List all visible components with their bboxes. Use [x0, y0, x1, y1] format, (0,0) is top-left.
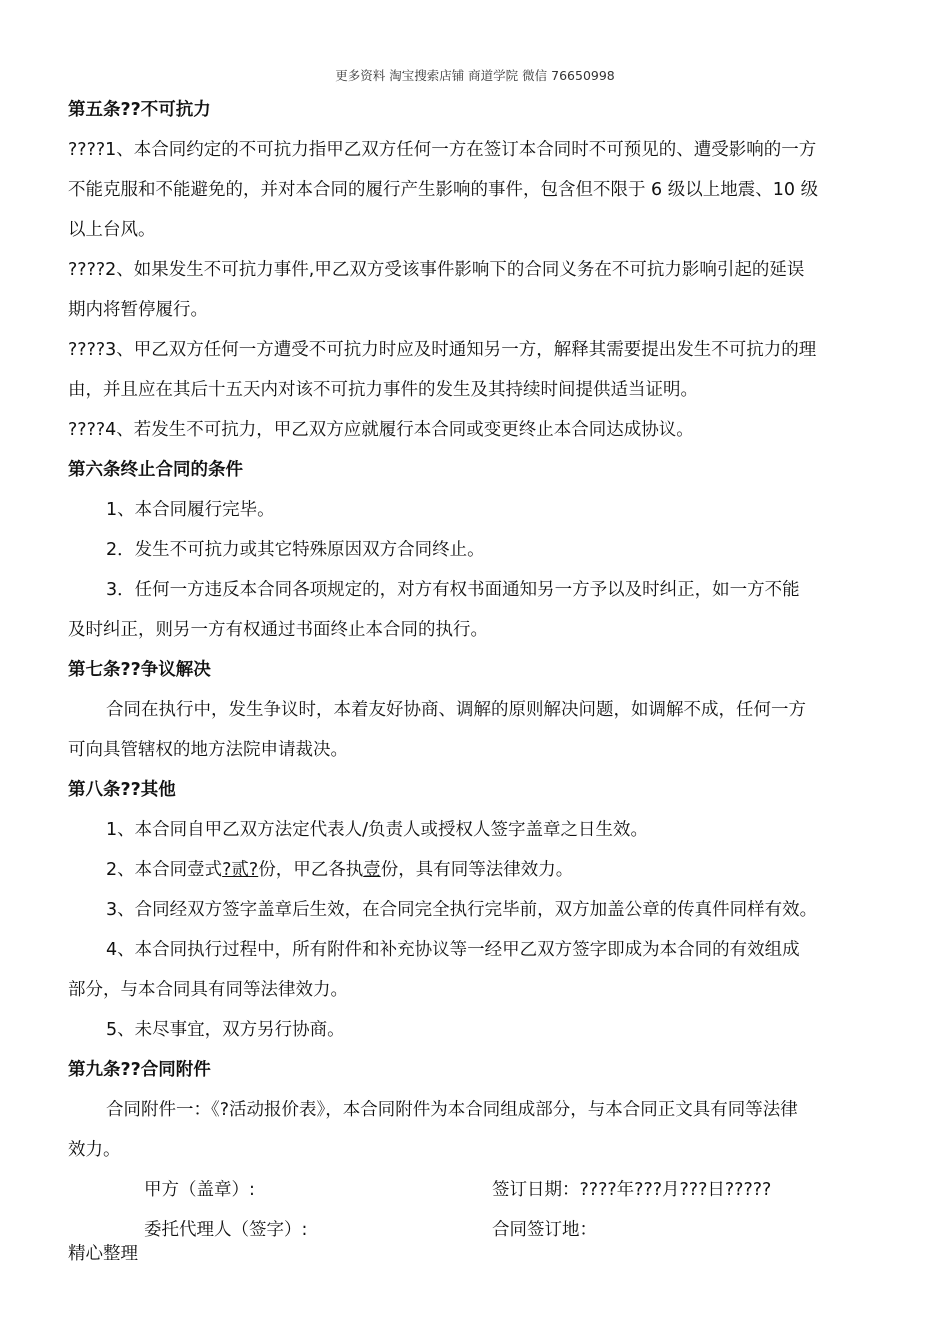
article-5-line: 不能克服和不能避免的，并对本合同的履行产生影响的事件，包含但不限于 6 级以上地震、10 级 — [68, 180, 819, 200]
sign-place-label: 合同签订地： — [492, 1220, 597, 1240]
article-5-line: 期内将暂停履行。 — [68, 300, 208, 320]
article-9-text-cont: 效力。 — [68, 1140, 121, 1160]
article-6-item-1: 1、本合同履行完毕。 — [106, 500, 275, 520]
article-8-item-2 — [68, 850, 884, 890]
signature-row-2 — [68, 1210, 884, 1250]
article-9-text: 合同附件一：《?活动报价表》，本合同附件为本合同组成部分，与本合同正文具有同等法律 — [106, 1100, 798, 1120]
article-5-line: 由，并且应在其后十五天内对该不可抗力事件的发生及其持续时间提供适当证明。 — [68, 380, 698, 400]
article-6-title: 第六条终止合同的条件 — [68, 460, 243, 480]
article-5-line: ????4、若发生不可抗力，甲乙双方应就履行本合同或变更终止本合同达成协议。 — [68, 420, 694, 440]
article-7-title: 第七条??争议解决 — [68, 660, 211, 680]
article-8-item-4: 4、本合同执行过程中，所有附件和补充协议等一经甲乙双方签字即成为本合同的有效组成 — [106, 940, 800, 960]
article-6-item-2: 2．发生不可抗力或其它特殊原因双方合同终止。 — [106, 540, 485, 560]
footer-note: 精心整理 — [68, 1244, 138, 1264]
article-8-item-3: 3、合同经双方签字盖章后生效，在合同完全执行完毕前，双方加盖公章的传真件同样有效。 — [106, 900, 818, 920]
article-7-text-cont: 可向具管辖权的地方法院申请裁决。 — [68, 740, 348, 760]
copies-mid: 份，甲乙各执 — [258, 860, 364, 880]
agent-signature-label: 委托代理人（签字）: — [144, 1220, 308, 1240]
article-7-text: 合同在执行中，发生争议时，本着友好协商、调解的原则解决问题，如调解不成，任何一方 — [106, 700, 806, 720]
sign-date-label: 签订日期：????年???月???日????? — [492, 1180, 772, 1200]
contract-body — [68, 90, 884, 1250]
article-6-item-3: 3．任何一方违反本合同各项规定的，对方有权书面通知另一方予以及时纠正，如一方不能 — [106, 580, 800, 600]
copies-each: 壹 — [363, 860, 381, 880]
header-note: 更多资料 淘宝搜索店铺 商道学院 微信 76650998 — [335, 68, 615, 83]
party-a-seal-label: 甲方（盖章）: — [144, 1180, 255, 1200]
article-6-item-3-cont: 及时纠正，则另一方有权通过书面终止本合同的执行。 — [68, 620, 488, 640]
article-5-title: 第五条??不可抗力 — [68, 100, 211, 120]
article-9-title: 第九条??合同附件 — [68, 1060, 211, 1080]
signature-row-1 — [68, 1170, 884, 1210]
article-5-line: 以上台风。 — [68, 220, 156, 240]
article-5-line: ????2、如果发生不可抗力事件,甲乙双方受该事件影响下的合同义务在不可抗力影响引起的延误 — [68, 260, 805, 280]
copies-suffix: 份，具有同等法律效力。 — [380, 860, 574, 880]
article-8-title: 第八条??其他 — [68, 780, 176, 800]
article-8-item-4-cont: 部分，与本合同具有同等法律效力。 — [68, 980, 348, 1000]
copies-count: ?贰? — [222, 860, 259, 880]
article-8-item-5: 5、未尽事宜，双方另行协商。 — [106, 1020, 345, 1040]
article-5-line: ????3、甲乙双方任何一方遭受不可抗力时应及时通知另一方，解释其需要提出发生不可抗力的理 — [68, 340, 817, 360]
article-5-line: ????1、本合同约定的不可抗力指甲乙双方任何一方在签订本合同时不可预见的、遭受影响的一方 — [68, 140, 817, 160]
article-8-item-1: 1、本合同自甲乙双方法定代表人/负责人或授权人签字盖章之日生效。 — [106, 820, 649, 840]
copies-prefix: 2、本合同壹式 — [106, 860, 223, 880]
